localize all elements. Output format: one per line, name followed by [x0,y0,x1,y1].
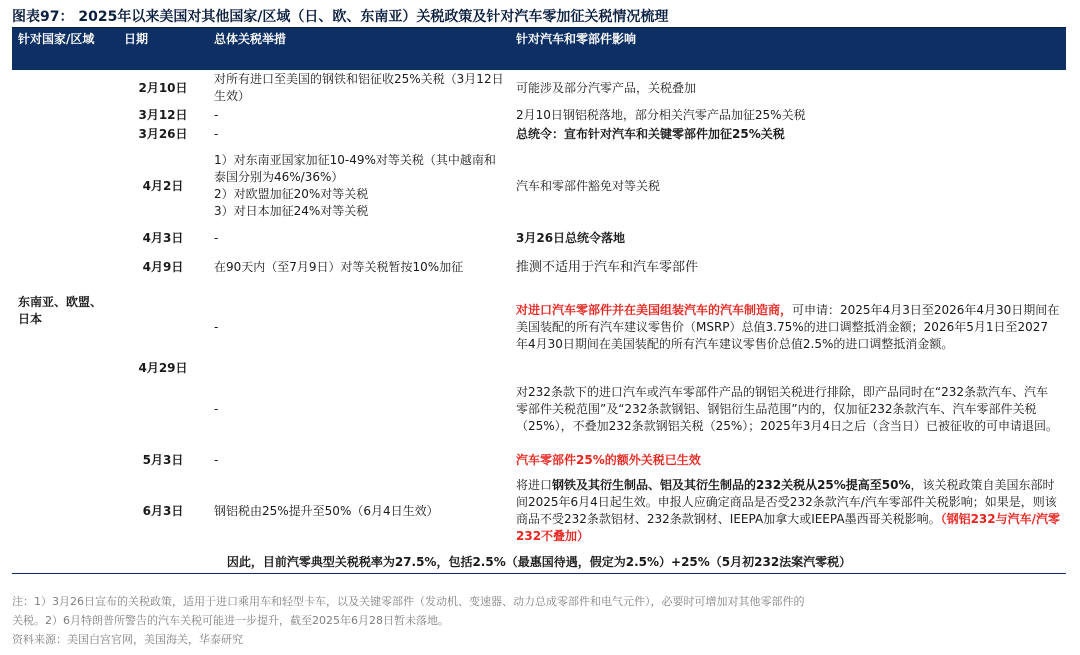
table-row [12,106,1066,125]
table-row [12,450,1066,470]
header-date: 日期 [118,28,208,70]
date-cell: 4月3日 [142,230,184,245]
measure-item: 2）对欧盟加征20%对等关税 [214,187,369,201]
date-cell: 3月12日 [138,108,188,122]
table-row [12,70,1066,106]
header-measures: 总体关税举措 [208,28,510,70]
date-cell: 4月9日 [142,259,184,274]
impact-cell: 2月10日钢铝税落地，部分相关汽零产品加征25%关税 [516,108,806,122]
impact-cell: 可能涉及部分汽零产品，关税叠加 [516,80,697,95]
impact-cell: 总统令：宣布针对汽车和关键零部件加征25%关税 [516,127,785,141]
footnote-line: 注：1）3月26日宣布的关税政策，适用于进口乘用车和轻型卡车，以及关键零部件（发动机、变速器、动力总成零部件和电气元件），必要时可增加对其他零部件的 [12,595,805,608]
date-cell: 4月2日 [142,178,184,193]
tariff-table [12,28,1066,574]
date-cell: 2月10日 [138,80,188,95]
measure-cell [208,144,510,228]
measure-cell: - [214,401,219,416]
measure-cell: - [214,127,219,141]
summary-row [12,552,1066,574]
table-row [12,248,1066,286]
impact-cell: 汽车零部件25%的额外关税已生效 [516,452,701,467]
table-row [12,144,1066,228]
header-region: 针对国家/区域 [12,28,118,70]
source-line: 资料来源：美国白宫官网，美国海关，华泰研究 [12,633,243,646]
region-cell: 东南亚、欧盟、日本 [18,295,103,326]
measure-cell: - [214,230,219,245]
highlight-text: 对进口汽车零部件并在美国组装汽车的汽车制造商， [516,302,793,317]
footnote-line: 关税。2）6月特朗普所警告的汽车关税可能进一步提升，截至2025年6月28日暂未落地。 [12,614,449,627]
date-cell: 4月29日 [138,360,188,375]
impact-text: ，该关税政策自美国东部时间2025年6月4日起生效。申报人应确定商品是否受232条款汽车/汽车零部件关税影响；如果是，则该商品不受232条款铝材、232条款钢材、IEEPA加拿大或IEEPA墨西哥关税影响。 [516,478,1057,526]
table-header-row [12,28,1066,70]
table-row [12,125,1066,144]
date-cell: 5月3日 [142,452,184,467]
measure-cell: - [214,319,219,334]
impact-cell: 3月26日总统令落地 [516,230,626,245]
impact-cell: 汽车和零部件豁免对等关税 [516,178,661,193]
impact-cell: 对232条款下的进口汽车或汽车零部件产品的钢铝关税进行排除，即产品同时在“232条款汽车、汽车零部件关税范围”及“232条款钢铝、钢铝衍生品范围”内的，仅加征232条款汽车、汽车零部件关税（25%），不叠加232条款钢铝关税（25%）；2025年3月4日之后（含当日）已被征收的可申请退回。 [516,384,1059,433]
date-cell: 3月26日 [138,127,188,141]
figure-title: 图表97： 2025年以来美国对其他国家/区域（日、欧、东南亚）关税政策及针对汽车零加征关税情况梳理 [12,9,669,25]
impact-cell: 推测不适用于汽车和汽车零部件 [516,259,699,275]
impact-text: 可申请：2025年4月3日至2026年4月30日期间在美国装配的所有汽车建议零售价（MSRP）总值3.75%的进口调整抵消金额；2026年5月1日至2027年4月30日期间在美国装配的所有汽车建议零售价总值2.5%的进口调整抵消金额。 [516,302,1060,351]
measure-item: 3）对日本加征24%对等关税 [214,204,369,218]
footnotes [12,592,1068,649]
measure-cell: - [214,108,219,122]
header-auto-impact: 针对汽车和零部件影响 [510,28,1066,70]
measure-item: 1）对东南亚国家加征10-49%对等关税（其中越南和泰国分别为46%/36%） [214,153,496,184]
impact-cell [510,286,1066,368]
summary-cell: 因此，目前汽零典型关税税率为27.5%，包括2.5%（最惠国待遇，假定为2.5%）+25%（5月初232法案汽零税） [12,552,1066,574]
measure-cell: 钢铝税由25%提升至50%（6月4日生效） [214,503,439,518]
impact-bold-text: 钢铁及其衍生制品、铝及其衍生制品的232关税从25%提高至50% [552,478,911,492]
impact-text: 将进口 [516,478,553,492]
date-cell: 6月3日 [142,503,184,518]
highlight-text: （钢铝232与汽车/汽零232不叠加） [516,512,1061,543]
measure-cell: - [214,452,219,467]
measure-cell: 对所有进口至美国的钢铁和铝征收25%关税（3月12日生效） [214,72,504,103]
table-row [12,470,1066,552]
impact-cell [510,470,1066,552]
measure-cell: 在90天内（至7月9日）对等关税暂按10%加征 [214,259,464,274]
table-row [12,228,1066,248]
table-row [12,286,1066,368]
